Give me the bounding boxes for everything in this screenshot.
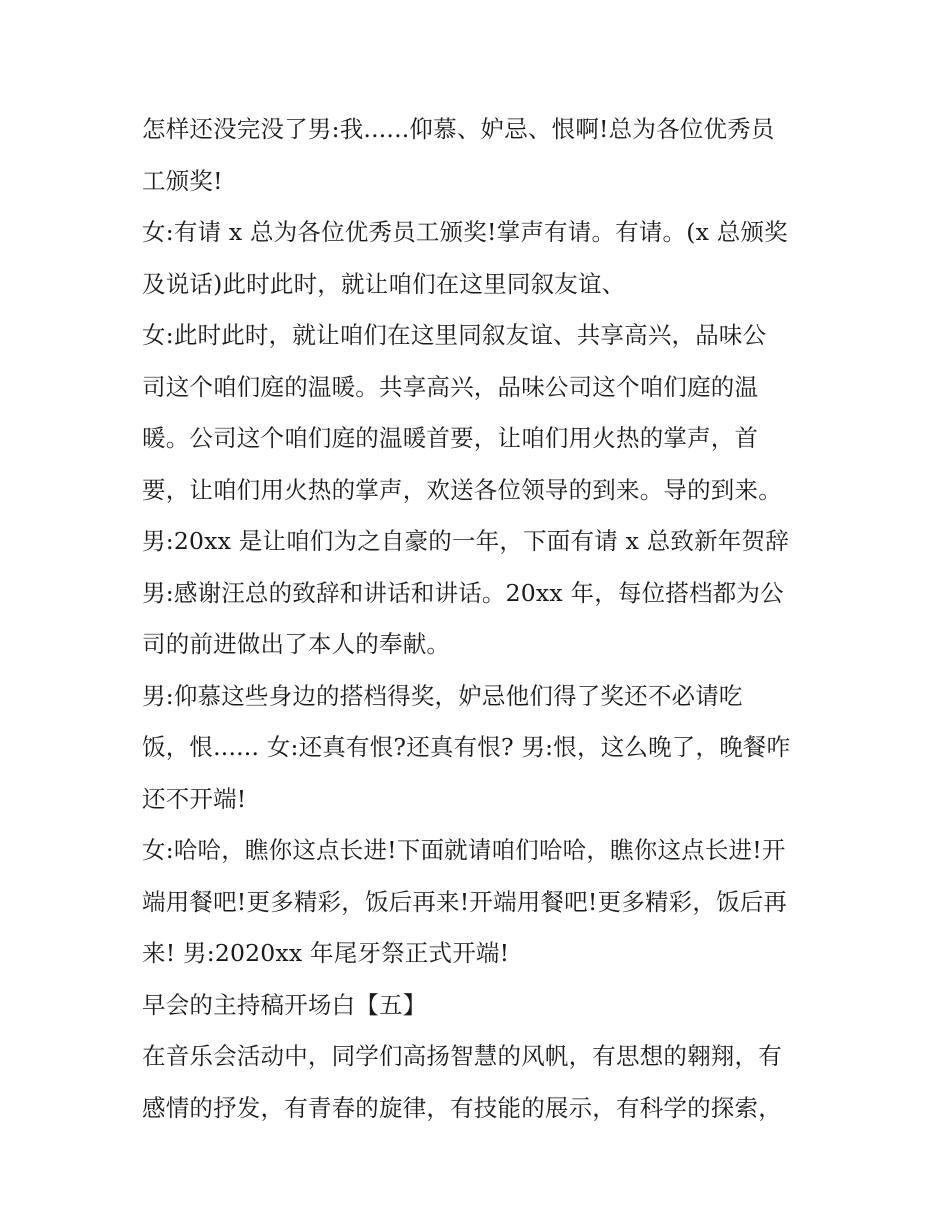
text-line: 男:20xx 是让咱们为之自豪的一年，下面有请 x 总致新年贺辞	[142, 527, 789, 555]
text-line: 司这个咱们庭的温暖。共享高兴，品味公司这个咱们庭的温	[142, 372, 759, 401]
text-line: 感情的抒发，有青春的旋律，有技能的展示，有科学的探索，	[142, 1093, 782, 1122]
text-line: 工颁奖!	[142, 166, 223, 195]
text-line: 男:仰慕这些身边的搭档得奖，妒忌他们得了奖还不必请吃	[142, 681, 743, 710]
text-line: 来! 男:2020xx 年尾牙祭正式开端!	[142, 939, 510, 967]
text-line: 司的前进做出了本人的奉献。	[142, 630, 451, 658]
text-line: 饭，恨...... 女:还真有恨?还真有恨? 男:恨，这么晚了，晚餐咋	[142, 733, 791, 761]
text-line: 男:感谢汪总的致辞和讲话和讲话。20xx 年，每位搭档都为公	[142, 578, 784, 607]
section-heading: 早会的主持稿开场白【五】	[142, 990, 427, 1019]
text-line: 在音乐会活动中，同学们高扬智慧的风帆，有思想的翱翔，有	[142, 1042, 782, 1070]
text-line: 端用餐吧!更多精彩，饭后再来!开端用餐吧!更多精彩，饭后再	[142, 887, 788, 916]
text-line: 女:此时此时，就让咱们在这里同叙友谊、共享高兴，品味公	[142, 321, 767, 349]
text-line: 暖。公司这个咱们庭的温暖首要，让咱们用火热的掌声，首	[142, 424, 759, 452]
text-line: 怎样还没完没了男:我......仰慕、妒忌、恨啊!总为各位优秀员	[142, 115, 775, 143]
text-line: 还不开端!	[142, 784, 247, 813]
text-line: 女:有请 x 总为各位优秀员工颁奖!掌声有请。有请。(x 总颁奖	[142, 218, 788, 246]
document-body	[142, 104, 822, 1134]
text-line: 女:哈哈，瞧你这点长进!下面就请咱们哈哈，瞧你这点长进!开	[142, 836, 786, 864]
text-line: 及说话)此时此时，就让咱们在这里同叙友谊、	[142, 269, 626, 298]
text-line: 要，让咱们用火热的掌声，欢送各位领导的到来。导的到来。	[142, 475, 782, 504]
